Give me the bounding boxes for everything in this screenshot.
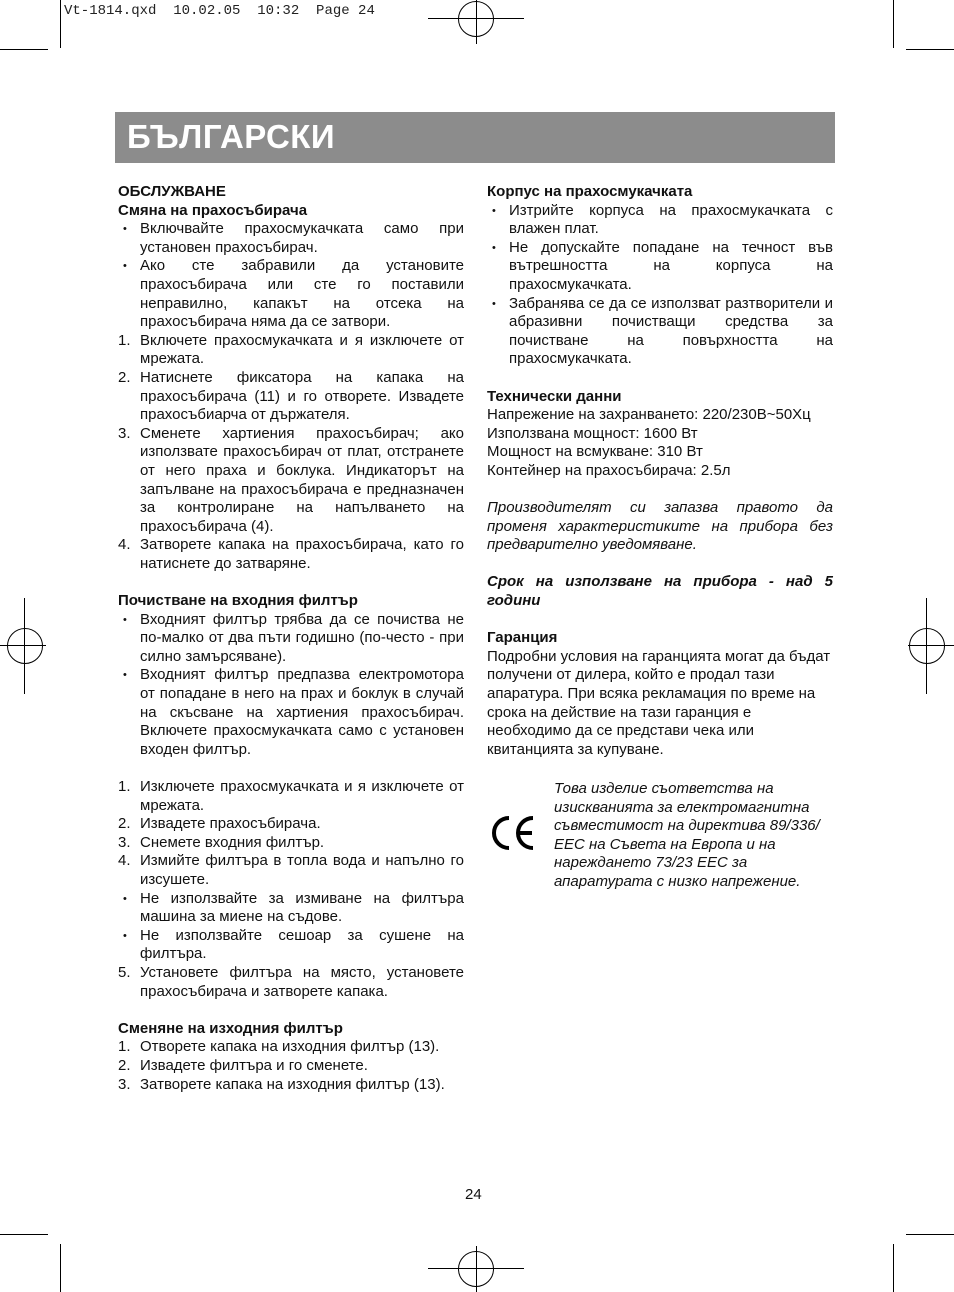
tech-data-title: Технически данни	[487, 387, 622, 405]
left-column	[118, 183, 464, 1094]
subsection-title: Смяна на прахосъбирача	[118, 201, 308, 219]
list-item: • Ако сте забравили да установите прахосъбирача или сте го поставили неправилно, капакът на отсека на прахосъбирача няма да се затвори.	[123, 257, 464, 331]
page-number: 24	[465, 1186, 482, 1203]
list-item: 2. Натиснете фиксатора на капака на прахосъбирача (11) и го отворете. Извадете прахосъбиарча от държателя.	[118, 368, 464, 424]
list-item: 1. Изключете прахосмукачката и я изключете от мрежата.	[118, 778, 464, 814]
banner-title: БЪЛГАРСКИ	[127, 118, 336, 155]
list-item: • Не използвайте за измиване на филтъра машина за миене на съдове.	[123, 889, 464, 926]
warranty-title: Гаранция	[487, 629, 558, 647]
list-item: 4. Измийте филтъра в топла вода и напълно го изсушете.	[118, 852, 464, 888]
subsection-title: Корпус на прахосмукачката	[487, 183, 693, 200]
list-item: 1. Включете прахосмукачката и я изключете от мрежата.	[118, 331, 464, 368]
list-item: 3. Снемете входния филтър.	[118, 833, 325, 851]
tech-line: Използвана мощност: 1600 Вт	[487, 424, 698, 442]
ce-compliance-text: Това изделие съответства на изискванията за електромагнитна съвместимост на директива 89/336/ЕЕС на Съвета на Европа и на нареждането 73/23 ЕЕС за апаратурата с низко напрежение.	[554, 780, 820, 890]
numbered-list	[118, 1038, 464, 1094]
tech-line: Мощност на всмукване: 310 Вт	[487, 443, 703, 461]
numbered-list	[118, 778, 464, 1001]
numbered-list	[118, 332, 464, 574]
bullet-list	[487, 202, 833, 369]
list-item: 2. Извадете прахосъбирача.	[118, 815, 321, 833]
ce-mark-icon	[489, 813, 539, 853]
list-item: • Не използвайте сешоар за сушене на филтъра.	[123, 926, 464, 963]
list-item: 3. Сменете хартиения прахосъбирач; ако използвате прахосъбирач от плат, отстранете от него праха и боклука. Индикаторът на запълване на прахосъбирача е предназначен за контролиране на напълването на прахосъбирача (4).	[118, 424, 464, 535]
right-column	[487, 183, 833, 759]
list-item: 3. Затворете капака на изходния филтър (13).	[118, 1075, 445, 1093]
bullet-list	[118, 220, 464, 332]
list-item: • Входният филтър предпазва електромотора от попадане в него на прах и боклук в случай на скъсване на хартиения прахосъбирач. Включете прахосмукачката само с установен входен филтър.	[123, 666, 464, 758]
service-life: Срок на използване на прибора - над 5 години	[487, 573, 833, 610]
list-item: 1. Отворете капака на изходния филтър (13).	[118, 1038, 440, 1056]
list-item: 4. Затворете капака на прахосъбирача, като го натиснете до затваряне.	[118, 536, 464, 572]
bullet-list	[118, 611, 464, 760]
tech-line: Напрежение на захранването: 220/230В~50Хц	[487, 406, 811, 424]
file-slug: Vt-1814.qxd 10.02.05 10:32 Page 24	[64, 3, 375, 19]
list-item: 5. Установете филтъра на място, установете прахосъбирача и затворете капака.	[118, 963, 464, 1000]
manufacturer-notice: Производителят си запазва правото да променя характеристиките на прибора без предварително уведомяване.	[487, 499, 833, 554]
warranty-text: Подробни условия на гаранцията могат да бъдат получени от дилера, който е продал тази апаратура. При всяка рекламация по време на срока на действие на тази гаранция е необходимо да се представи чека или квитанцията за купуване.	[487, 647, 831, 758]
section-heading: ОБСЛУЖВАНЕ	[118, 183, 226, 200]
subsection-title: Почистване на входния филтър	[118, 592, 358, 610]
list-item: • Забранява се да се използват разтворители и абразивни почистващи средства за почистване на повърхността на прахосмукачката.	[492, 294, 833, 368]
language-banner	[115, 112, 835, 163]
list-item: • Включвайте прахосмукачката само при установен прахосъбирач.	[123, 220, 464, 256]
subsection-title: Сменяне на изходния филтър	[118, 1019, 343, 1037]
list-item: 2. Извадете филтъра и го сменете.	[118, 1056, 368, 1074]
list-item: • Изтрийте корпуса на прахосмукачката с влажен плат.	[492, 201, 833, 238]
tech-line: Контейнер на прахосъбирача: 2.5л	[487, 461, 731, 479]
list-item: • Не допускайте попадане на течност във вътрешността на корпуса на прахосмукачката.	[492, 238, 833, 293]
list-item: • Входният филтър трябва да се почиства не по-малко от два пъти годишно (по-често - при силно замърсяване).	[123, 610, 464, 665]
